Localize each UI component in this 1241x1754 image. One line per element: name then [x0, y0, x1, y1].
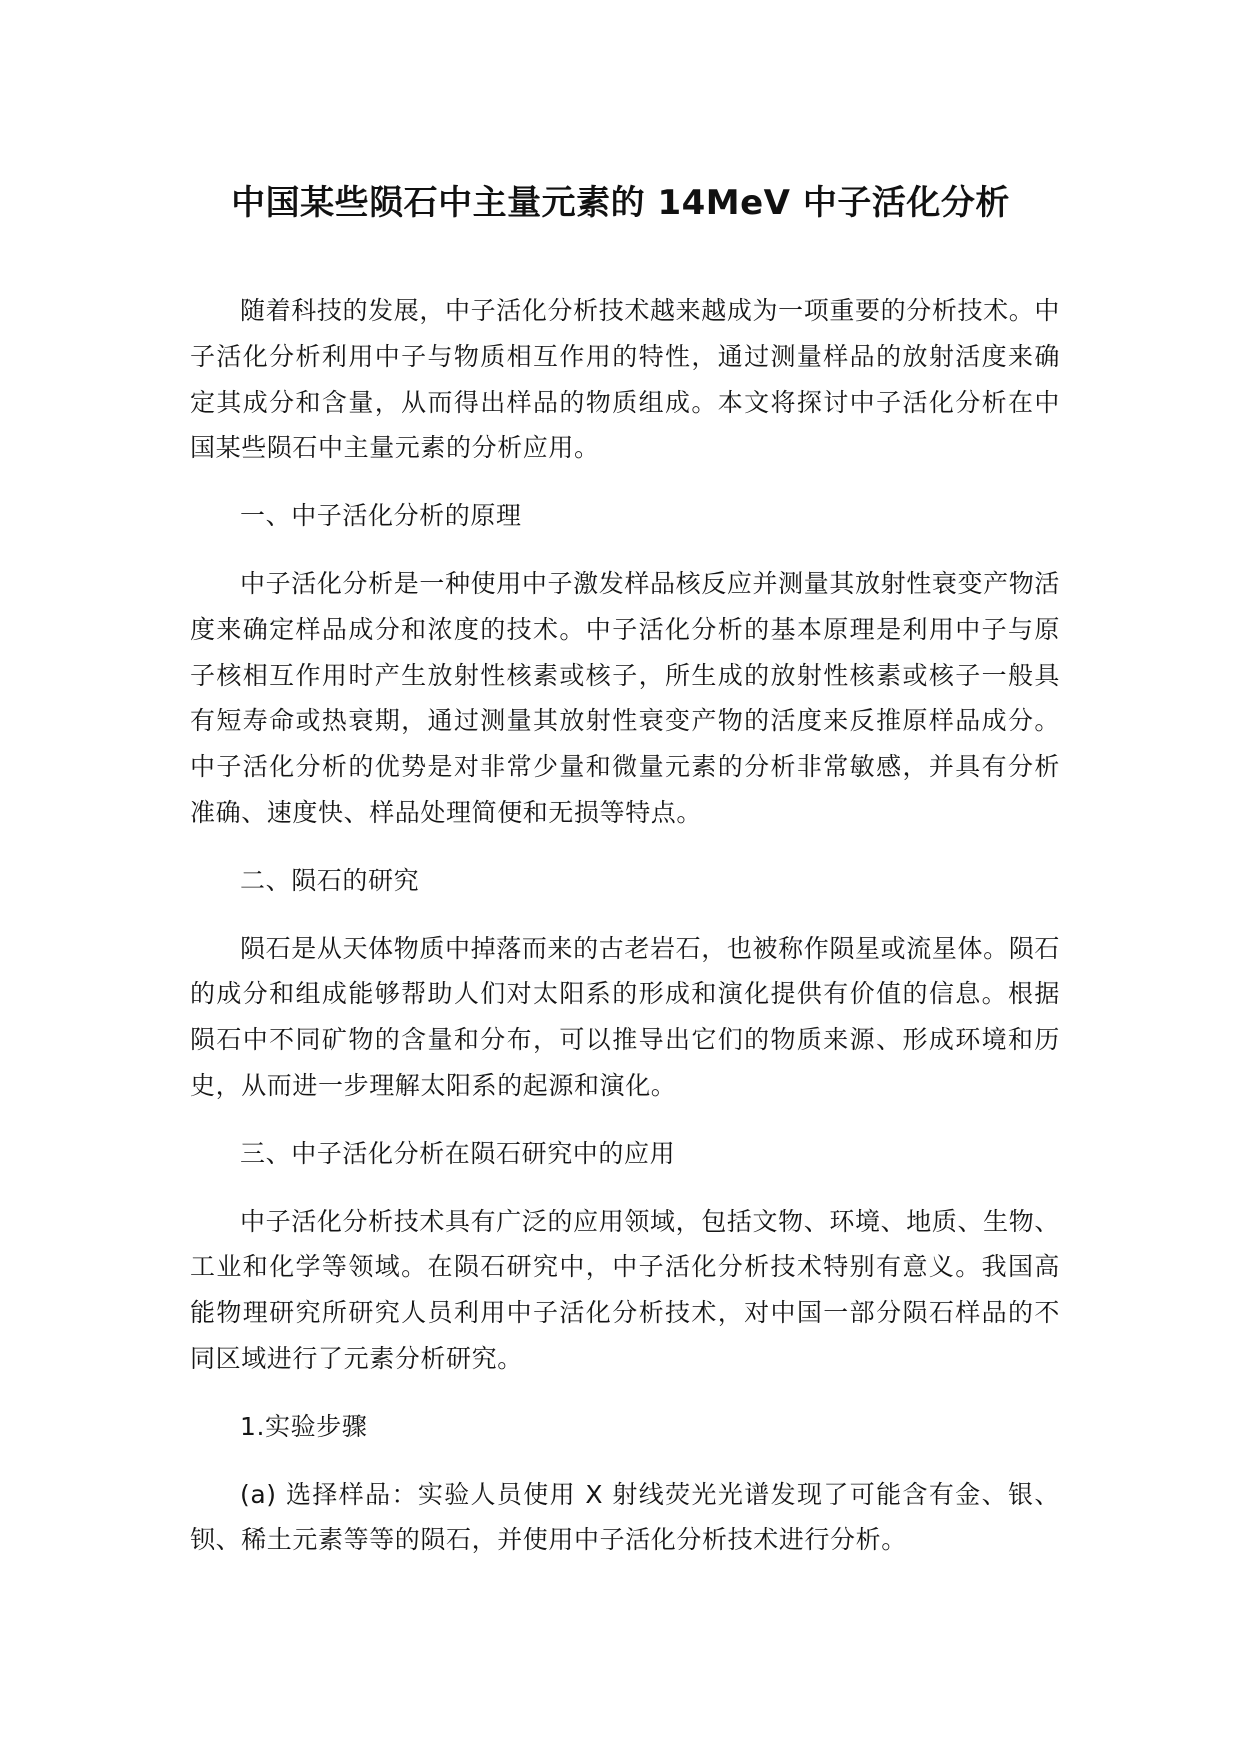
intro-paragraph: 随着科技的发展，中子活化分析技术越来越成为一项重要的分析技术。中子活化分析利用中子与物质相互作用的特性，通过测量样品的放射活度来确定其成分和含量，从而得出样品的物质组成。本文将探讨中子活化分析在中国某些陨石中主量元素的分析应用。 [190, 296, 1060, 463]
meteorite-research-paragraph: 陨石是从天体物质中掉落而来的古老岩石，也被称作陨星或流星体。陨石的成分和组成能够帮助人们对太阳系的形成和演化提供有价值的信息。根据陨石中不同矿物的含量和分布，可以推导出它们的物质来源、形成环境和历史，从而进一步理解太阳系的起源和演化。 [190, 933, 1060, 1100]
section-heading-principle: 一、中子活化分析的原理 [240, 501, 522, 531]
section-heading-application: 三、中子活化分析在陨石研究中的应用 [240, 1138, 676, 1168]
document-title: 中国某些陨石中主量元素的 14MeV 中子活化分析 [231, 183, 1010, 223]
section-heading-meteorite-research: 二、陨石的研究 [240, 865, 420, 895]
document-body [190, 288, 1060, 1585]
application-paragraph: 中子活化分析技术具有广泛的应用领域，包括文物、环境、地质、生物、工业和化学等领域。在陨石研究中，中子活化分析技术特别有意义。我国高能物理研究所研究人员利用中子活化分析技术，对中国一部分陨石样品的不同区域进行了元素分析研究。 [190, 1206, 1060, 1373]
principle-paragraph: 中子活化分析是一种使用中子激发样品核反应并测量其放射性衰变产物活度来确定样品成分和浓度的技术。中子活化分析的基本原理是利用中子与原子核相互作用时产生放射性核素或核子，所生成的放射性核素或核子一般具有短寿命或热衰期，通过测量其放射性衰变产物的活度来反推原样品成分。中子活化分析的优势是对非常少量和微量元素的分析非常敏感，并具有分析准确、速度快、样品处理简便和无损等特点。 [190, 568, 1060, 827]
subsection-heading-experiment-steps: 1.实验步骤 [240, 1411, 368, 1441]
experiment-step-a-paragraph: (a) 选择样品：实验人员使用 X 射线荧光光谱发现了可能含有金、银、钡、稀土元素等等的陨石，并使用中子活化分析技术进行分析。 [190, 1479, 1060, 1555]
